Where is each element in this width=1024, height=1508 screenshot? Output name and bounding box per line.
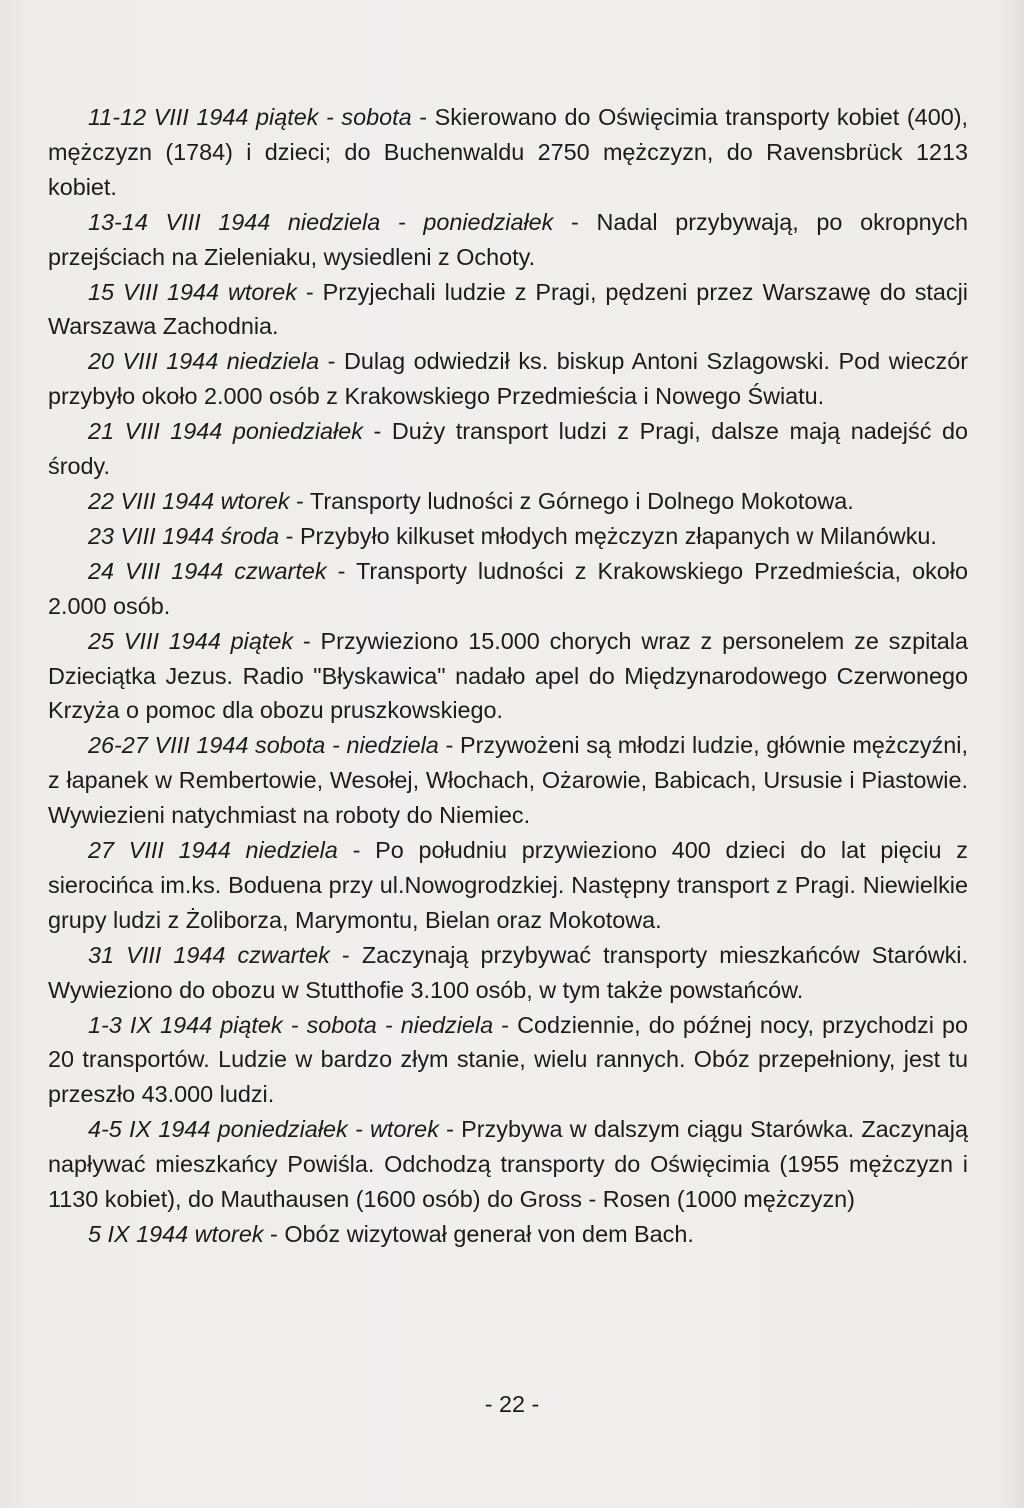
entry-date: 22 VIII 1944 wtorek [88, 487, 290, 514]
chronicle-entry [48, 205, 968, 275]
chronicle-entry [48, 414, 968, 484]
chronicle-entry [48, 275, 968, 345]
entry-date: 13-14 VIII 1944 niedziela - poniedziałek [88, 208, 554, 235]
chronicle-entry [48, 1112, 968, 1217]
chronicle-entry [48, 728, 968, 833]
entry-text: - Przywieziono 15.000 chorych wraz z personelem ze szpitala Dzieciątka Jezus. Radio "Błyskawica" nadało apel do Międzynarodowego Czerwonego Krzyża o pomoc dla obozu pruszkowskiego. [48, 627, 968, 724]
entry-text: - Przywożeni są młodzi ludzie, głównie mężczyźni, z łapanek w Rembertowie, Wesołej, Włochach, Ożarowie, Babicach, Ursusie i Piastowie. Wywiezieni natychmiast na roboty do Niemiec. [48, 732, 968, 829]
chronicle-entry [48, 1217, 968, 1252]
entry-date: 31 VIII 1944 czwartek [88, 941, 330, 968]
chronicle-entry [48, 519, 968, 554]
entry-text: - Przyjechali ludzie z Pragi, pędzeni przez Warszawę do stacji Warszawa Zachodnia. [48, 278, 968, 340]
entry-text: - Skierowano do Oświęcimia transporty kobiet (400), mężczyzn (1784) i dzieci; do Buchenwaldu 2750 mężczyzn, do Ravensbrück 1213 kobiet. [48, 104, 968, 200]
page-number: - 22 - [484, 1391, 540, 1417]
chronicle-entry [48, 1008, 968, 1113]
entry-text: - Obóz wizytował generał von dem Bach. [263, 1221, 694, 1247]
entry-text: - Transporty ludności z Górnego i Dolnego Mokotowa. [289, 487, 854, 514]
entry-date: 11-12 VIII 1944 piątek - sobota [88, 104, 412, 130]
entry-date: 20 VIII 1944 niedziela [88, 348, 320, 375]
chronicle-entry [48, 100, 968, 205]
chronicle-entry [48, 344, 968, 414]
chronicle-entry [48, 938, 968, 1008]
entry-date: 27 VIII 1944 niedziela [88, 837, 338, 864]
entry-date: 25 VIII 1944 piątek [88, 627, 294, 654]
entry-date: 26-27 VIII 1944 sobota - niedziela [88, 732, 439, 759]
chronicle-entry [48, 484, 968, 519]
entry-text: - Transporty ludności z Krakowskiego Przedmieścia, około 2.000 osób. [48, 557, 968, 619]
entry-date: 24 VIII 1944 czwartek [88, 557, 327, 584]
chronicle-text [48, 100, 968, 1252]
entry-text: - Zaczynają przybywać transporty mieszkańców Starówki. Wywieziono do obozu w Stutthofie 3.100 osób, w tym także powstańców. [48, 941, 968, 1003]
chronicle-entry [48, 554, 968, 624]
entry-text: - Po południu przywieziono 400 dzieci do lat pięciu z sierocińca im.ks. Boduena przy ul.Nowogrodzkiej. Następny transport z Pragi. Niewielkie grupy ludzi z Żoliborza, Marymontu, Bielan oraz Mokotowa. [48, 837, 968, 933]
entry-date: 4-5 IX 1944 poniedziałek - wtorek [88, 1116, 439, 1143]
entry-date: 23 VIII 1944 środa [88, 522, 280, 549]
entry-text: - Dulag odwiedził ks. biskup Antoni Szlagowski. Pod wieczór przybyło około 2.000 osób z Krakowskiego Przedmieścia i Nowego Światu. [48, 348, 968, 410]
entry-text: - Nadal przybywają, po okropnych przejściach na Zieleniaku, wysiedleni z Ochoty. [48, 208, 968, 270]
chronicle-entry [48, 624, 968, 729]
entry-text: - Przybywa w dalszym ciągu Starówka. Zaczynają napływać mieszkańcy Powiśla. Odchodzą transporty do Oświęcimia (1955 mężczyzn i 1130 kobiet), do Mauthausen (1600 osób) do Gross - Rosen (1000 mężczyzn) [48, 1116, 968, 1213]
entry-date: 21 VIII 1944 poniedziałek [88, 418, 363, 445]
entry-text: - Duży transport ludzi z Pragi, dalsze mają nadejść do środy. [48, 418, 968, 480]
entry-text: - Codziennie, do późnej nocy, przychodzi po 20 transportów. Ludzie w bardzo złym stanie, wielu rannych. Obóz przepełniony, jest tu przeszło 43.000 ludzi. [48, 1011, 968, 1108]
entry-date: 15 VIII 1944 wtorek [88, 278, 297, 305]
entry-date: 1-3 IX 1944 piątek - sobota - niedziela [88, 1011, 494, 1038]
entry-date: 5 IX 1944 wtorek [88, 1221, 264, 1247]
entry-text: - Przybyło kilkuset młodych mężczyzn złapanych w Milanówku. [279, 522, 937, 549]
chronicle-entry [48, 833, 968, 938]
